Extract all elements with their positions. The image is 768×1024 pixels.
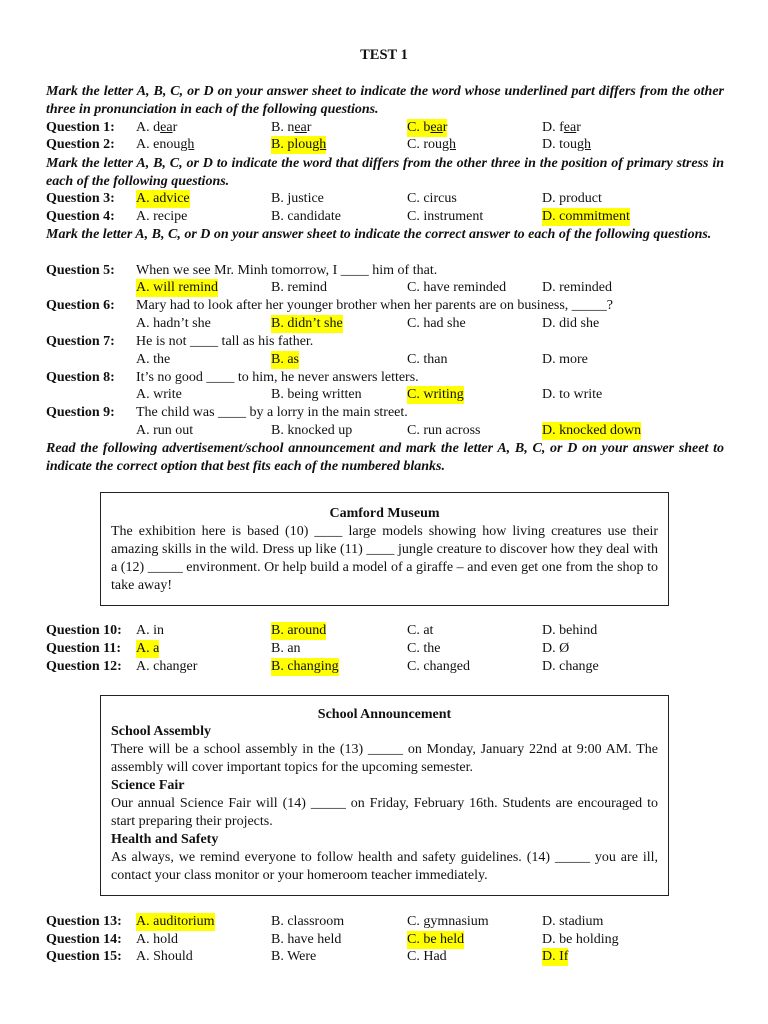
science-fair-heading: Science Fair: [111, 778, 185, 793]
question-4: [46, 208, 726, 226]
option-d: D. to write: [542, 387, 603, 402]
question-5: [46, 262, 726, 280]
option-d: D. fear: [542, 120, 581, 135]
question-8: [46, 369, 726, 387]
health-safety-text: As always, we remind everyone to follow health and safety guidelines. (14) _____ you are ill, contact your class monitor or your homeroom teacher immediately.: [111, 850, 658, 883]
option-c: C. instrument: [407, 209, 484, 224]
school-announcement-box: [100, 695, 669, 896]
option-c-answer: C. bear: [407, 120, 448, 135]
option-b-answer: B. didn’t she: [271, 316, 343, 331]
option-b: B. knocked up: [271, 423, 353, 438]
question-1: [46, 119, 726, 137]
option-a: A. run out: [136, 423, 194, 438]
question-9: [46, 404, 726, 422]
option-c: C. circus: [407, 191, 457, 206]
question-6: [46, 297, 726, 315]
science-fair-text: Our annual Science Fair will (14) _____ on Friday, February 16th. Students are encouraged to start preparing their projects.: [111, 796, 658, 829]
question-3: [46, 190, 726, 208]
option-b: B. Were: [271, 949, 317, 964]
option-c: C. at: [407, 623, 434, 638]
option-d: D. product: [542, 191, 602, 206]
option-a-answer: A. a: [136, 641, 160, 656]
option-d-answer: D. knocked down: [542, 423, 642, 438]
option-a-answer: A. auditorium: [136, 914, 215, 929]
museum-text: The exhibition here is based (10) ____ large models showing how living creatures use their amazing skills in the wild. Dress up like (11) ____ jungle creature to discover how they deal with a (12) _____ environment. Or help build a model of a giraffe – and even get one from the shop to take away!: [111, 524, 658, 593]
option-c-answer: C. writing: [407, 387, 464, 402]
question-label: Question 9:: [46, 405, 115, 420]
option-b: B. classroom: [271, 914, 345, 929]
question-label: Question 2:: [46, 137, 115, 152]
option-c-answer: C. be held: [407, 932, 465, 947]
question-12: [46, 658, 726, 676]
question-6-options: [46, 315, 726, 333]
option-a: A. Should: [136, 949, 193, 964]
museum-title: Camford Museum: [329, 506, 440, 521]
option-c: C. have reminded: [407, 280, 507, 295]
question-label: Question 7:: [46, 334, 115, 349]
option-d: D. change: [542, 659, 599, 674]
option-b: B. remind: [271, 280, 327, 295]
question-5-options: [46, 279, 726, 297]
museum-advertisement-box: [100, 492, 669, 606]
question-stem: When we see Mr. Minh tomorrow, I ____ him of that.: [136, 263, 438, 278]
question-9-options: [46, 422, 726, 440]
question-2: [46, 136, 726, 154]
option-d: D. reminded: [542, 280, 612, 295]
question-8-options: [46, 386, 726, 404]
question-label: Question 14:: [46, 932, 122, 947]
question-label: Question 1:: [46, 120, 115, 135]
assembly-text: There will be a school assembly in the (13) _____ on Monday, January 22nd at 9:00 AM. The assembly will cover important topics for the upcoming semester.: [111, 742, 658, 775]
question-label: Question 6:: [46, 298, 115, 313]
option-a: A. in: [136, 623, 164, 638]
option-a: A. write: [136, 387, 182, 402]
question-label: Question 4:: [46, 209, 115, 224]
question-10: [46, 622, 726, 640]
question-11: [46, 640, 726, 658]
option-a: A. the: [136, 352, 171, 367]
option-b-answer: B. around: [271, 623, 327, 638]
option-a-answer: A. will remind: [136, 280, 219, 295]
question-stem: He is not ____ tall as his father.: [136, 334, 314, 349]
option-a: A. hold: [136, 932, 178, 947]
option-a: A. hadn’t she: [136, 316, 211, 331]
option-b: B. an: [271, 641, 301, 656]
question-7-options: [46, 351, 726, 369]
option-d: D. Ø: [542, 641, 570, 656]
option-b-answer: B. plough: [271, 137, 327, 152]
option-d: D. be holding: [542, 932, 619, 947]
question-stem: The child was ____ by a lorry in the main street.: [136, 405, 408, 420]
option-d-answer: D. commitment: [542, 209, 630, 224]
page-title: TEST 1: [360, 47, 408, 63]
question-13: [46, 913, 726, 931]
option-c: C. gymnasium: [407, 914, 489, 929]
option-a: A. dear: [136, 120, 178, 135]
option-a: A. changer: [136, 659, 198, 674]
question-label: Question 10:: [46, 623, 122, 638]
question-label: Question 8:: [46, 370, 115, 385]
option-b: B. have held: [271, 932, 342, 947]
announcement-title: School Announcement: [317, 707, 452, 722]
option-a: A. recipe: [136, 209, 188, 224]
option-d: D. behind: [542, 623, 598, 638]
assembly-heading: School Assembly: [111, 724, 211, 739]
option-d: D. stadium: [542, 914, 604, 929]
option-b: B. justice: [271, 191, 324, 206]
option-c: C. changed: [407, 659, 470, 674]
option-b: B. near: [271, 120, 312, 135]
health-safety-heading: Health and Safety: [111, 832, 219, 847]
option-c: C. had she: [407, 316, 466, 331]
option-b: B. being written: [271, 387, 362, 402]
option-b-answer: B. changing: [271, 659, 339, 674]
option-c: C. than: [407, 352, 448, 367]
instruction-stress: Mark the letter A, B, C, or D to indicate the word that differs from the other three in the position of primary stress in each of the following questions.: [46, 156, 724, 189]
option-b: B. candidate: [271, 209, 341, 224]
question-15: [46, 948, 726, 966]
option-a-answer: A. advice: [136, 191, 190, 206]
instruction-pronunciation: Mark the letter A, B, C, or D on your answer sheet to indicate the word whose underlined part differs from the other three in pronunciation in each of the following questions.: [46, 84, 724, 117]
option-c: C. rough: [407, 137, 456, 152]
question-stem: Mary had to look after her younger brother when her parents are on business, _____?: [136, 298, 614, 313]
option-d: D. did she: [542, 316, 600, 331]
option-d: D. tough: [542, 137, 591, 152]
option-a: A. enough: [136, 137, 195, 152]
option-c: C. the: [407, 641, 441, 656]
question-14: [46, 931, 726, 949]
option-d-answer: D. If: [542, 949, 569, 964]
question-7: [46, 333, 726, 351]
question-label: Question 5:: [46, 263, 115, 278]
question-label: Question 15:: [46, 949, 122, 964]
instruction-reading: Read the following advertisement/school announcement and mark the letter A, B, C, or D on your answer sheet to indicate the correct option that best fits each of the numbered blanks.: [46, 441, 724, 474]
question-label: Question 3:: [46, 191, 115, 206]
question-label: Question 13:: [46, 914, 122, 929]
option-c: C. Had: [407, 949, 447, 964]
question-label: Question 12:: [46, 659, 122, 674]
question-label: Question 11:: [46, 641, 122, 656]
option-d: D. more: [542, 352, 588, 367]
option-b-answer: B. as: [271, 352, 299, 367]
question-stem: It’s no good ____ to him, he never answers letters.: [136, 370, 419, 385]
instruction-correct-answer: Mark the letter A, B, C, or D on your answer sheet to indicate the correct answer to each of the following questions.: [46, 227, 712, 242]
option-c: C. run across: [407, 423, 481, 438]
